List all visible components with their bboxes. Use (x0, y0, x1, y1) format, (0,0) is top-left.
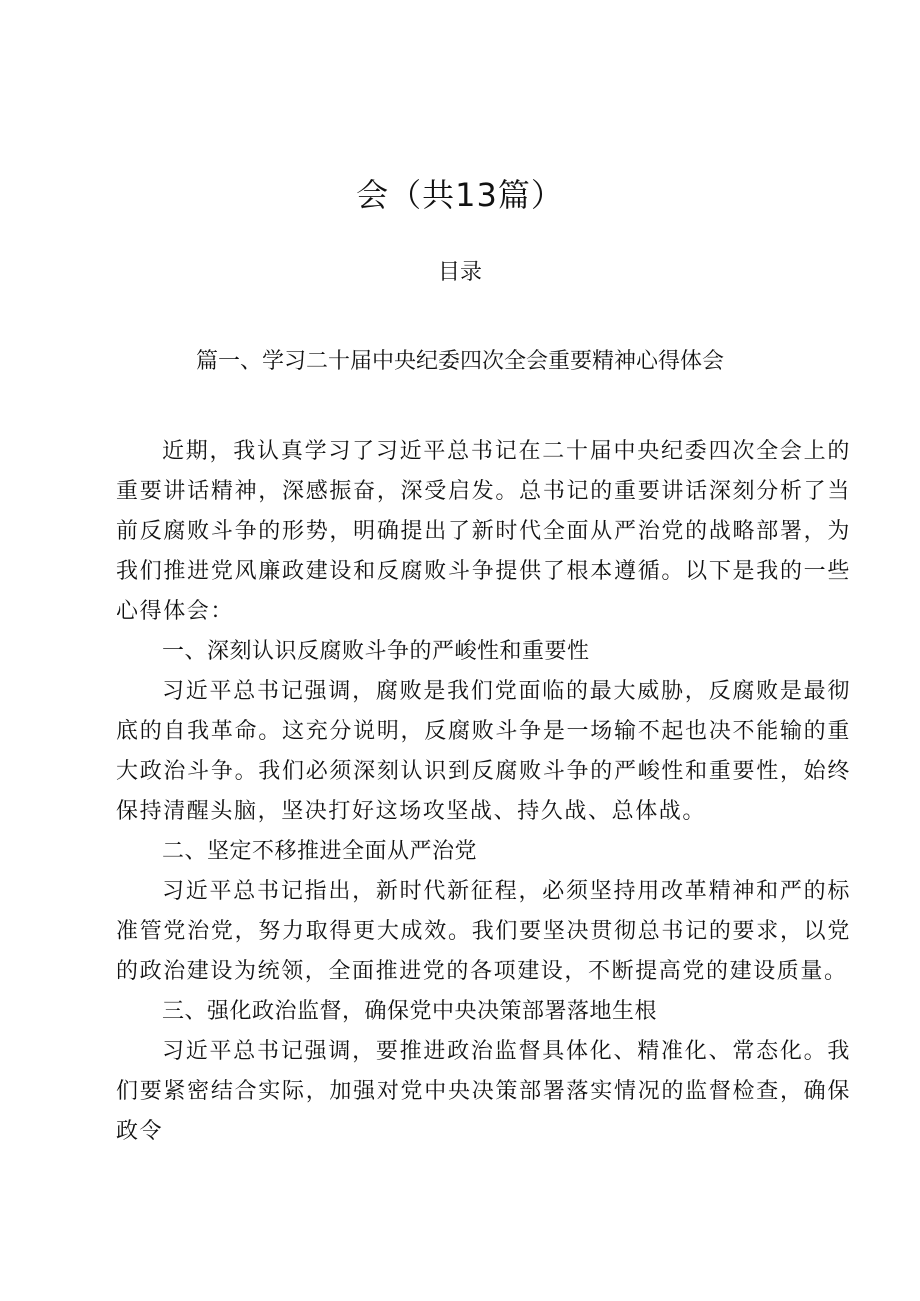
toc-heading: 目录 (437, 260, 482, 285)
section-text-2: 习近平总书记指出，新时代新征程，必须坚持用改革精神和严的标准管党治党，努力取得更大成效。我们要坚决贯彻总书记的要求，以党的政治建设为统领，全面推进党的各项建设，不断提高党的建设质量。 (116, 879, 851, 984)
document-body (116, 432, 851, 1152)
intro-paragraph: 近期，我认真学习了习近平总书记在二十届中央纪委四次全会上的重要讲话精神，深感振奋，深受启发。总书记的重要讲话深刻分析了当前反腐败斗争的形势，明确提出了新时代全面从严治党的战略部署，为我们推进党风廉政建设和反腐败斗争提供了根本遵循。以下是我的一些心得体会： (116, 439, 851, 624)
section-text-1: 习近平总书记强调，腐败是我们党面临的最大威胁，反腐败是最彻底的自我革命。这充分说明，反腐败斗争是一场输不起也决不能输的重大政治斗争。我们必须深刻认识到反腐败斗争的严峻性和重要性，始终保持清醒头脑，坚决打好这场攻坚战、持久战、总体战。 (116, 679, 851, 824)
section-heading-3: 三、强化政治监督，确保党中央决策部署落地生根 (162, 999, 658, 1024)
document-title: 会（共13篇） (356, 176, 564, 214)
section-heading-2: 二、坚定不移推进全面从严治党 (162, 839, 478, 864)
section-text-3: 习近平总书记强调，要推进政治监督具体化、精准化、常态化。我们要紧密结合实际，加强对党中央决策部署落实情况的监督检查，确保政令 (116, 1039, 851, 1144)
section-heading-1: 一、深刻认识反腐败斗争的严峻性和重要性 (162, 639, 590, 664)
toc-entry: 篇一、学习二十届中央纪委四次全会重要精神心得体会 (195, 349, 724, 374)
